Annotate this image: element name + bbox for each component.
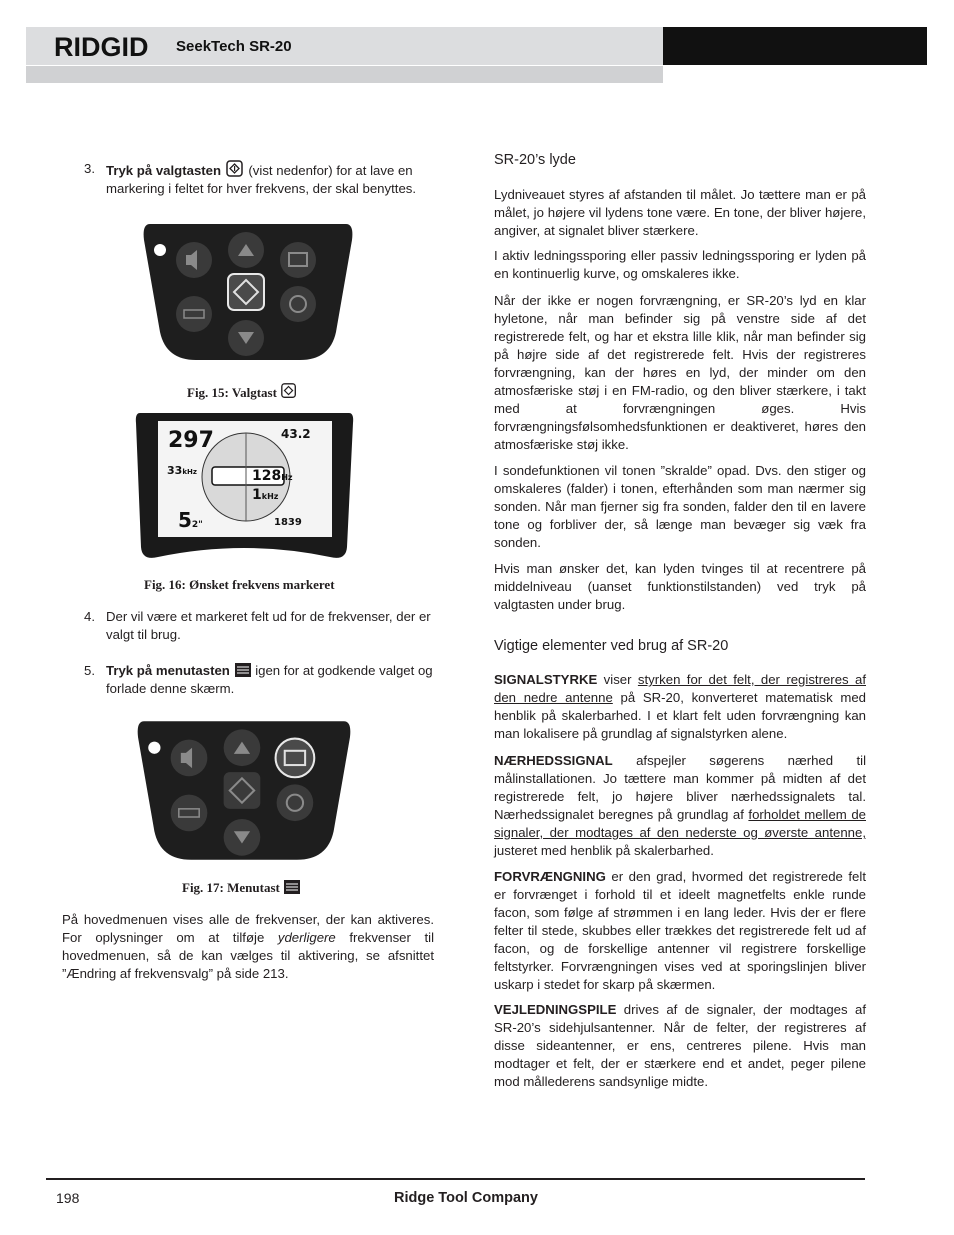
signal-strength-paragraph: SIGNALSTYRKE viser styrken for det felt, der registreres af den nedre antenne på SR-20, konverteret matematisk med henblik på skalerbarhed. I et klart felt uden forvrængning kan man lokalisere på grundlag af signalstyrken alene. [494, 672, 867, 741]
model-title: SeekTech SR-20 [176, 38, 292, 55]
freq1-readout: 128Hz [252, 468, 293, 484]
select-key-icon [280, 382, 298, 400]
distortion-paragraph: FORVRÆNGNING er den grad, hvormed det registrerede felt er forvrænget i forhold til et ideelt magnetfelts enkle runde facon, som følge af strømmen i en lang leder. Hvis der er flere felter til stede, skubbes eller trækkes det registrerede felt ud af facon, og de forskellige antenner vil registrere forskellige feltstyrker. Forvrængningen vises ved at sporingslinjen bliver uskarp i stedet for skarp på skærmen. [494, 869, 866, 992]
heading-elements: Vigtige elementer ved brug af SR-20 [494, 638, 729, 654]
bottom-left-readout: 52" [178, 508, 203, 532]
brand-logo: RIDGID [54, 32, 149, 62]
depth-readout: 297 [168, 428, 214, 453]
header-rule [26, 65, 663, 66]
freq2-readout: 1kHz [252, 487, 279, 503]
sounds-para-4: I sondefunktionen vil tonen ”skralde” opad. Dvs. den stiger og omskaleres (falder) i tonen, efterhånden som man nærmer sig sonden. Når man fjerner sig fra sonden, falder den til en lavere tone og forbliver der, så længe man bevæger sig væk fra sonden. [494, 463, 866, 550]
fig15-keypad [140, 220, 356, 362]
step5-bold: Tryk på menutasten [106, 663, 230, 678]
top-right-readout: 43.2 [281, 427, 311, 441]
header-black-bar [663, 27, 927, 65]
freq0-readout: 33kHz [167, 464, 197, 477]
step3-bold: Tryk på valgtasten [106, 163, 222, 178]
step5-rest: igen for at godkende valget og forlade denne skærm. [106, 663, 433, 696]
sounds-para-3: Når der ikke er nogen forvrængning, er SR-20’s lyd en klar hyletone, når man befinder sig på venstre side af det registrerede felt, og har et ekstra lille klik, når man befinder sig på højre side af det registrerede felt. Hvis der registreres forvrængning, kan der høres en lyd, der minder om den atmosfæriske støj i en FM-radio, og den bliver stærkere, i takt med at forvrængningen øges. Hvis forvrængningsfølsomhedsfunktionen er deaktiveret, høres den atmosfæriske støj ikke. [494, 293, 866, 452]
fig17-caption: Fig. 17: Menutast [182, 879, 301, 896]
step5-number: 5. [84, 663, 95, 678]
step4-number: 4. [84, 609, 95, 624]
step4-text: Der vil være et markeret felt ud for de frekvenser, der er valgt til brug. [106, 609, 431, 642]
step5-text [106, 662, 434, 698]
heading-sounds: SR-20’s lyde [494, 152, 576, 168]
select-key-icon [225, 160, 245, 178]
fig15-caption: Fig. 15: Valgtast [187, 382, 298, 401]
company-name: Ridge Tool Company [394, 1190, 538, 1206]
menu-key-icon [234, 662, 252, 678]
menu-key-icon [283, 879, 301, 895]
guidance-arrows-paragraph: VEJLEDNINGSPILE drives af de signaler, der modtages af SR-20’s sidehjulsantenner. Når de felter, der registreres af disse sideantenner, er ens, centreres pilene. Hvis man modtager et felt, der er stærkere end et andet, peger pilene mod mållederens sandsynlige midte. [494, 1002, 866, 1089]
fig16-caption: Fig. 16: Ønsket frekvens markeret [144, 577, 335, 592]
fig16-display [134, 411, 355, 564]
step3-text [106, 160, 434, 198]
sounds-para-1: Lydniveauet styres af afstanden til målet. Jo tættere man er på målet, jo højere vil lydens tone være. En tone, der bliver højere, angiver, at signalet bliver stærkere. [494, 187, 866, 238]
step3-rest: (vist nedenfor) for at lave en markering i feltet for hver frekvens, der skal benyttes. [106, 163, 417, 196]
sounds-para-5: Hvis man ønsker det, kan lyden tvinges til at recentrere på middelniveau (uanset funktionstilstanden) ved tryk på valgtasten under brug. [494, 561, 866, 612]
fig17-keypad [134, 717, 354, 862]
proximity-paragraph: NÆRHEDSSIGNAL afspejler søgerens nærhed til målinstallationen. Jo tættere man kommer på midten af det registrerede felt, jo højere bliver nærhedssignalets tal. Nærhedssignalet beregnes på grundlag af forholdet mellem de signaler, der modtages af den nederste og øverste antenne, justeret med henblik på skalerbarhed. [494, 753, 866, 858]
main-menu-paragraph: På hovedmenuen vises alle de frekvenser, der kan aktiveres. For oplysninger om at tilføje yderligere frekvenser til hovedmenuen, så de kan vælges til aktivering, se afsnittet ”Ændring af frekvensvalg” på side 213. [62, 912, 434, 981]
step3-number: 3. [84, 161, 95, 176]
bottom-right-readout: 1839 [274, 517, 302, 528]
footer-rule [46, 1178, 865, 1180]
sounds-para-2: I aktiv ledningssporing eller passiv ledningssporing er lyden på en kontinuerlig kurve, og omskaleres ikke. [494, 248, 866, 281]
page-number: 198 [56, 1190, 80, 1206]
